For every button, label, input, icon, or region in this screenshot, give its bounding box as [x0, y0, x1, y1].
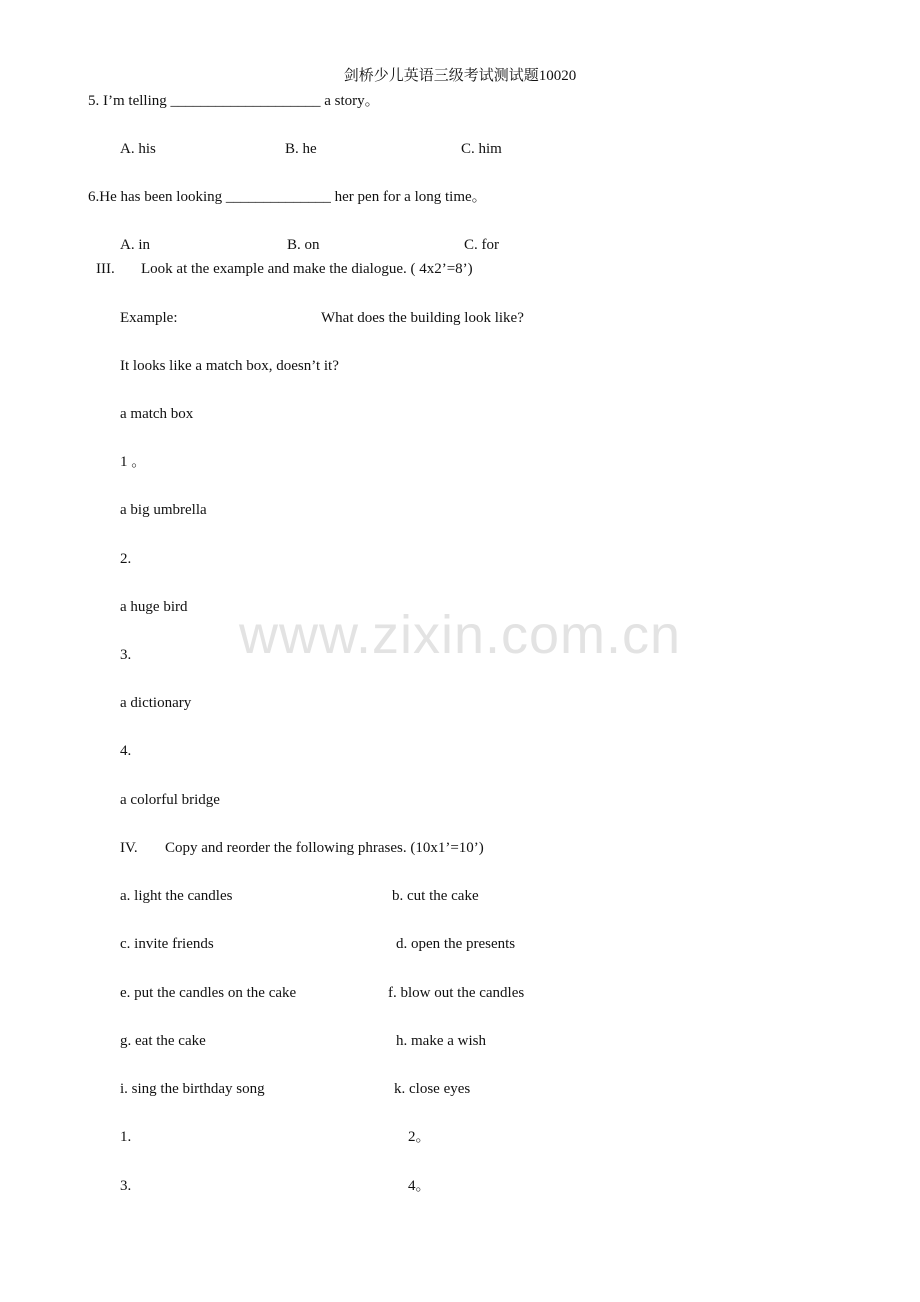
page-title: 剑桥少儿英语三级考试测试题10020	[343, 68, 577, 84]
section-4-numeral: IV.	[120, 840, 138, 856]
dialogue-line: a dictionary	[120, 695, 192, 711]
phrase-item: d. open the presents	[396, 936, 516, 952]
section-4-instruction: Copy and reorder the following phrases. (10x1’=10’)	[165, 840, 484, 856]
dialogue-line: a colorful bridge	[120, 792, 220, 808]
example-question: What does the building look like?	[321, 310, 524, 326]
phrase-item: h. make a wish	[396, 1033, 486, 1049]
phrase-item: f. blow out the candles	[388, 985, 525, 1001]
answer-slot: 2。	[408, 1129, 431, 1145]
dialogue-line: a huge bird	[120, 599, 188, 615]
phrase-item: g. eat the cake	[120, 1033, 206, 1049]
answer-slot: 1.	[120, 1129, 132, 1145]
dialogue-line: a match box	[120, 406, 194, 422]
phrase-item: a. light the candles	[120, 888, 233, 904]
dialogue-line: a big umbrella	[120, 502, 207, 518]
example-label: Example:	[120, 310, 178, 326]
question-5-option-b: B. he	[285, 141, 317, 157]
dialogue-line: 2.	[120, 551, 132, 567]
example-answer: It looks like a match box, doesn’t it?	[120, 358, 339, 374]
section-3-numeral: III.	[96, 261, 115, 277]
answer-slot: 4。	[408, 1178, 431, 1194]
dialogue-line: 3.	[120, 647, 132, 663]
question-5-option-c: C. him	[461, 141, 502, 157]
phrase-item: b. cut the cake	[392, 888, 479, 904]
question-6-stem: 6.He has been looking ______________ her pen for a long time。	[88, 189, 487, 205]
phrase-item: i. sing the birthday song	[120, 1081, 265, 1097]
question-5-stem: 5. I’m telling ____________________ a story。	[88, 93, 380, 109]
question-6-option-b: B. on	[287, 237, 320, 253]
question-6-option-a: A. in	[120, 237, 150, 253]
phrase-item: k. close eyes	[394, 1081, 471, 1097]
answer-slot: 3.	[120, 1178, 132, 1194]
dialogue-line: 4.	[120, 743, 132, 759]
phrase-item: e. put the candles on the cake	[120, 985, 297, 1001]
question-5-option-a: A. his	[120, 141, 156, 157]
watermark: www.zixin.com.cn	[238, 605, 682, 665]
phrase-item: c. invite friends	[120, 936, 214, 952]
question-6-option-c: C. for	[464, 237, 499, 253]
section-3-instruction: Look at the example and make the dialogue. ( 4x2’=8’)	[141, 261, 473, 277]
dialogue-line: 1 。	[120, 454, 147, 470]
